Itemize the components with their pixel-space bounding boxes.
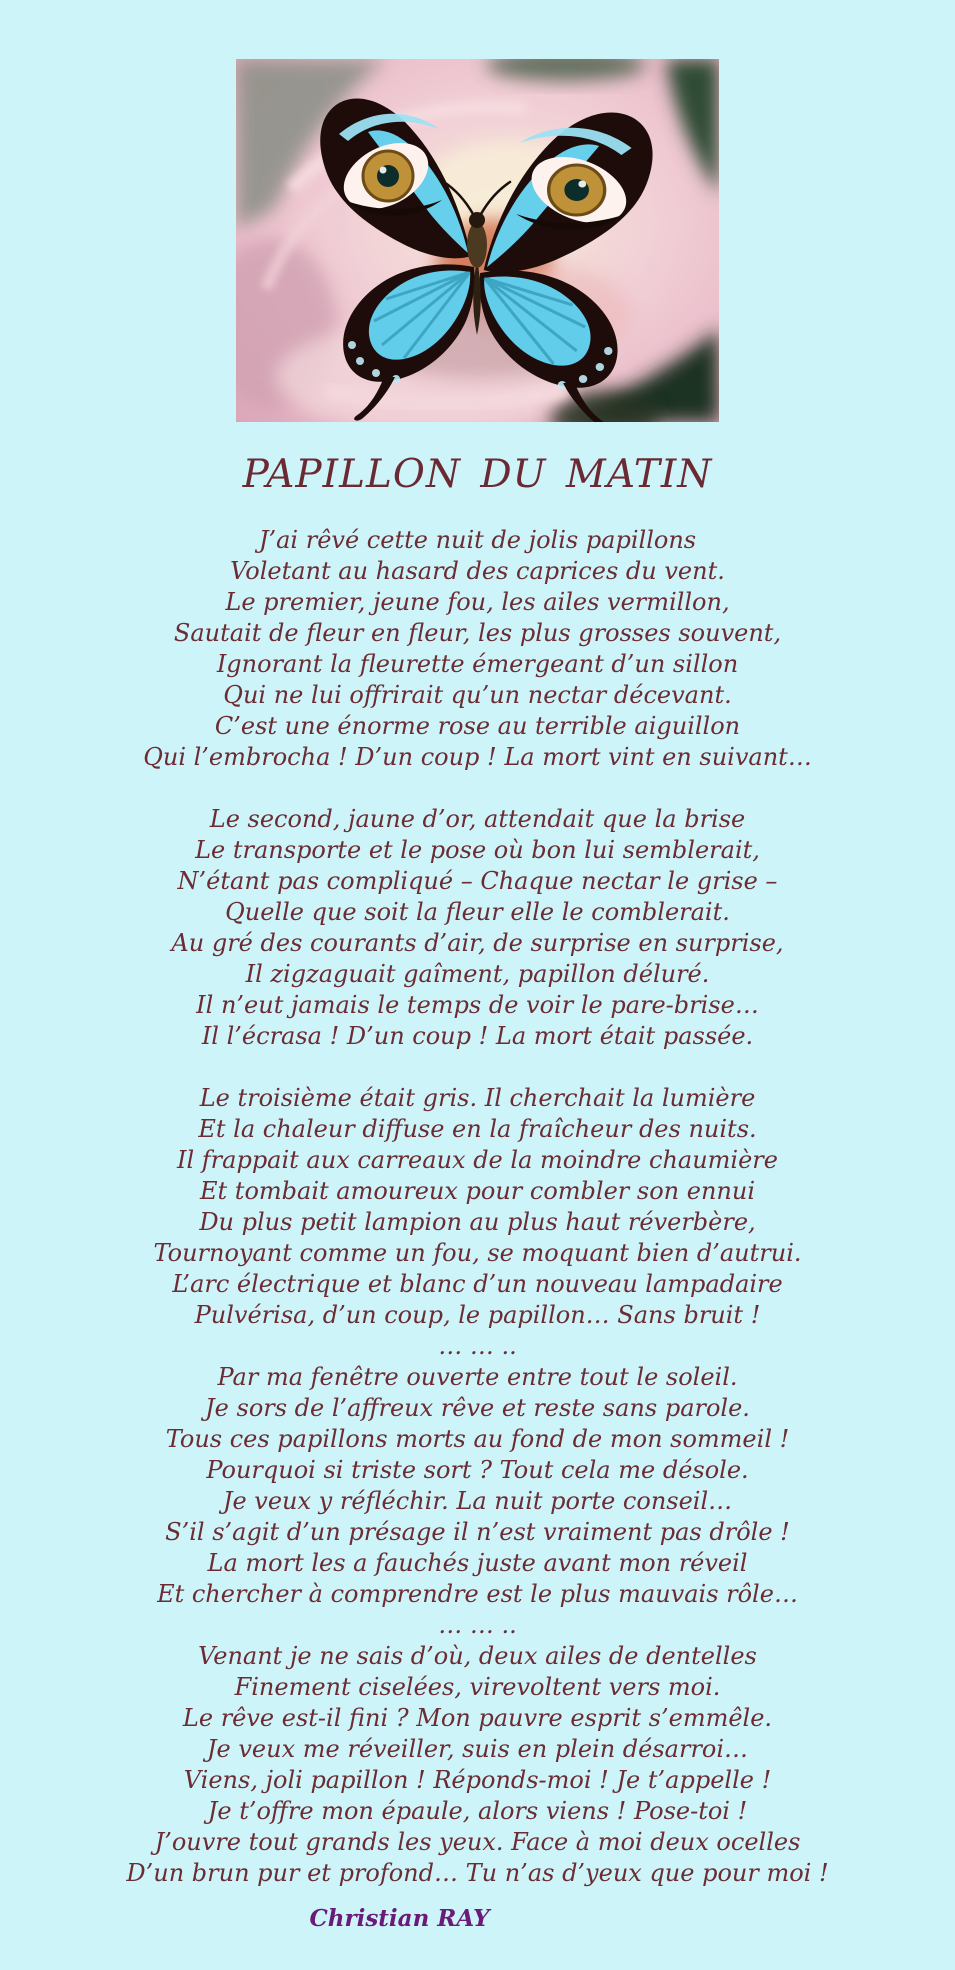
- poem-line: Le transporte et le pose où bon lui semblerait,: [195, 836, 760, 864]
- poem-line: Tous ces papillons morts au fond de mon sommeil !: [165, 1425, 790, 1453]
- author-signature: Christian RAY: [309, 1905, 490, 1932]
- poem-line: Je sors de l’affreux rêve et reste sans parole.: [205, 1394, 750, 1422]
- poem-line: Pulvérisa, d’un coup, le papillon… Sans bruit !: [194, 1301, 761, 1329]
- poem-line: J’ouvre tout grands les yeux. Face à moi deux ocelles: [154, 1828, 801, 1856]
- poem-line: Quelle que soit la fleur elle le comblerait.: [225, 898, 730, 926]
- poem-line: Il zigzaguait gaîment, papillon déluré.: [245, 960, 710, 988]
- stanza-separator-dots: … … ..: [438, 1611, 517, 1639]
- poem-line: La mort les a fauchés juste avant mon réveil: [207, 1549, 748, 1577]
- poem-line: Pourquoi si triste sort ? Tout cela me désole.: [206, 1456, 749, 1484]
- poem-line: Qui ne lui offrirait qu’un nectar décevant.: [223, 681, 732, 709]
- poem-line: Il frappait aux carreaux de la moindre chaumière: [177, 1146, 778, 1174]
- poem-line: Le second, jaune d’or, attendait que la brise: [209, 805, 746, 833]
- poem-line: Tournoyant comme un fou, se moquant bien d’autrui.: [153, 1239, 802, 1267]
- stanza-separator-dots: … … ..: [438, 1332, 517, 1360]
- poem-line: Et tombait amoureux pour combler son ennui: [200, 1177, 755, 1205]
- right-eye-ocellus-icon: [549, 165, 605, 215]
- poem-line: Le troisième était gris. Il cherchait la lumière: [199, 1084, 756, 1112]
- poem-line: Qui l’embrocha ! D’un coup ! La mort vint en suivant…: [143, 743, 812, 771]
- poem-line: L’arc électrique et blanc d’un nouveau lampadaire: [172, 1270, 783, 1298]
- poem-line: Je veux y réfléchir. La nuit porte conseil…: [222, 1487, 733, 1515]
- poem-stanza: [0, 804, 955, 1052]
- poem-line: Il n’eut jamais le temps de voir le pare-brise…: [196, 991, 759, 1019]
- poem-line: Et la chaleur diffuse en la fraîcheur des nuits.: [198, 1115, 757, 1143]
- butterfly-rose-illustration: [236, 59, 719, 422]
- left-eye-ocellus-icon: [363, 151, 413, 201]
- poem-line: Sautait de fleur en fleur, les plus grosses souvent,: [173, 619, 782, 647]
- poem-line: Je t’offre mon épaule, alors viens ! Pose-toi !: [207, 1797, 748, 1825]
- poem-line: Je veux me réveiller, suis en plein désarroi…: [206, 1735, 749, 1763]
- poem-line: S’il s’agit d’un présage il n’est vraiment pas drôle !: [165, 1518, 790, 1546]
- poem-line: Et chercher à comprendre est le plus mauvais rôle…: [157, 1580, 798, 1608]
- poem-line: Viens, joli papillon ! Réponds-moi ! Je t’appelle !: [183, 1766, 772, 1794]
- poem-line: Du plus petit lampion au plus haut réverbère,: [199, 1208, 756, 1236]
- poem-line: Au gré des courants d’air, de surprise en surprise,: [171, 929, 784, 957]
- poem-title: PAPILLON DU MATIN: [242, 452, 713, 497]
- poem-line: C’est une énorme rose au terrible aiguillon: [214, 712, 741, 740]
- poem-stanza: [0, 1083, 955, 1889]
- poem-line: Le rêve est-il fini ? Mon pauvre esprit s’emmêle.: [182, 1704, 773, 1732]
- poem-line: D’un brun pur et profond… Tu n’as d’yeux que pour moi !: [126, 1859, 829, 1887]
- poem-line: N’étant pas compliqué – Chaque nectar le grise –: [177, 867, 778, 895]
- poem-line: Ignorant la fleurette émergeant d’un sillon: [216, 650, 739, 678]
- poem-line: Voletant au hasard des caprices du vent.: [230, 557, 725, 585]
- poem-line: Le premier, jeune fou, les ailes vermillon,: [225, 588, 730, 616]
- poem-body: [0, 525, 955, 1889]
- poem-line: J’ai rêvé cette nuit de jolis papillons: [258, 526, 697, 554]
- poem-line: Il l’écrasa ! D’un coup ! La mort était passée.: [201, 1022, 754, 1050]
- poem-line: Venant je ne sais d’où, deux ailes de dentelles: [198, 1642, 757, 1670]
- poem-line: Finement ciselées, virevoltent vers moi.: [234, 1673, 721, 1701]
- butterfly-rose-photo: [236, 59, 719, 422]
- poem-stanza: [0, 525, 955, 773]
- poem-line: Par ma fenêtre ouverte entre tout le soleil.: [217, 1363, 738, 1391]
